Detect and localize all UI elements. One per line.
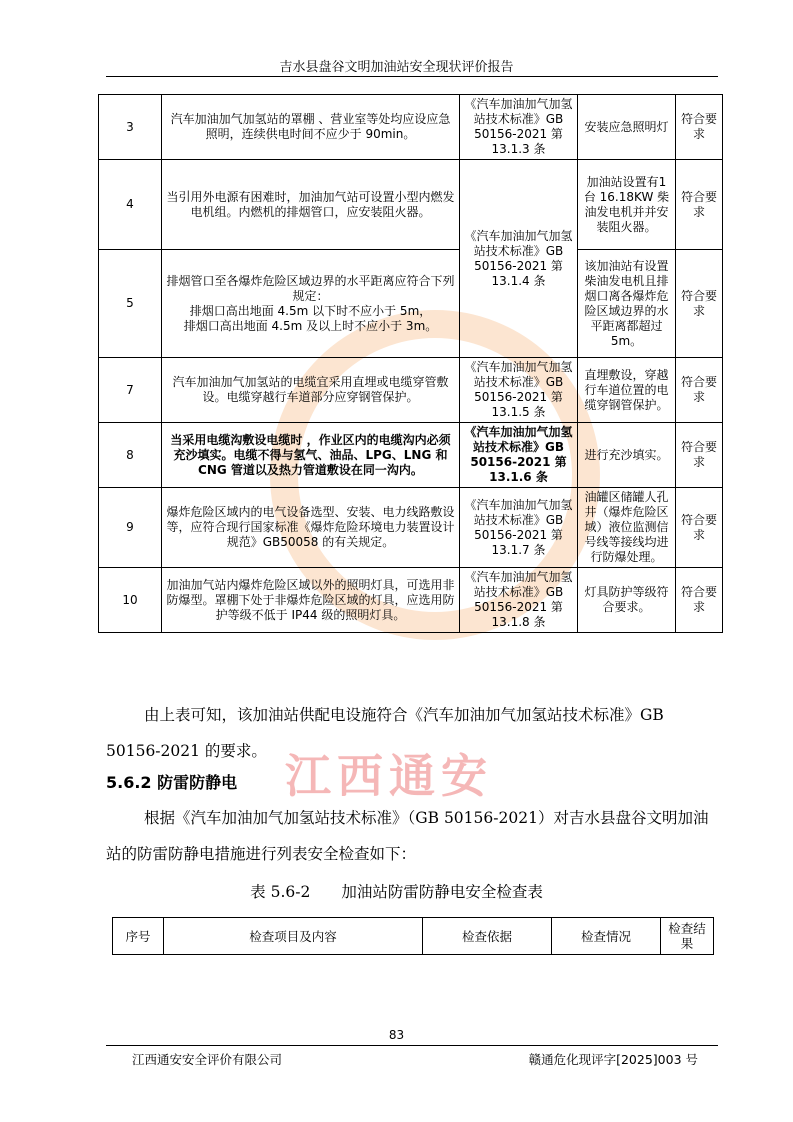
intro-paragraph: 根据《汽车加油加气加氢站技术标准》（GB 50156-2021）对吉水县盘谷文明加油站的防雷防静电措施进行列表安全检查如下： [106,809,709,863]
check-item: 爆炸危险区域内的电气设备选型、安装、电力线路敷设等，应符合现行国家标准《爆炸危险环境电力装置设计规范》GB50058 的有关规定。 [162,488,460,568]
check-result: 符合要求 [676,160,723,250]
check-basis: 《汽车加油加气加氢站技术标准》GB 50156-2021 第13.1.5 条 [460,358,578,423]
check-status: 安装应急照明灯 [578,95,676,160]
table-row [99,250,723,358]
row-no: 5 [99,250,162,358]
check-status: 油罐区储罐人孔井（爆炸危险区域）液位监测信号线等接线均进行防爆处理。 [578,488,676,568]
table-row [99,95,723,160]
header-status: 检查情况 [552,918,661,955]
check-result: 符合要求 [676,358,723,423]
row-no: 3 [99,95,162,160]
check-status: 加油站设置有1 台 16.18KW 柴油发电机并并安装阻火器。 [578,160,676,250]
table-row [99,358,723,423]
row-no: 9 [99,488,162,568]
table-caption: 表 5.6-2 加油站防雷防静电安全检查表 [250,883,543,901]
check-basis: 《汽车加油加气加氢站技术标准》GB 50156-2021 第13.1.3 条 [460,95,578,160]
check-item: 排烟管口至各爆炸危险区域边界的水平距离应符合下列规定： 排烟口高出地面 4.5m 以下时不应小于 5m， 排烟口高出地面 4.5m 及以上时不应小于 3m。 [162,250,460,358]
check-item: 汽车加油加气加氢站的电缆宜采用直埋或电缆穿管敷设。电缆穿越行车道部分应穿钢管保护。 [162,358,460,423]
check-basis: 《汽车加油加气加氢站技术标准》GB 50156-2021 第13.1.8 条 [460,568,578,633]
header-divider [106,76,718,77]
row-no: 7 [99,358,162,423]
lightning-check-table [112,917,714,955]
header-basis: 检查依据 [423,918,552,955]
conclusion-paragraph: 由上表可知，该加油站供配电设施符合《汽车加油加气加氢站技术标准》GB 50156-2021 的要求。 [106,706,664,760]
check-basis: 《汽车加油加气加氢站技术标准》GB 50156-2021 第13.1.7 条 [460,488,578,568]
page-number: 83 [388,1028,405,1042]
footer-company: 江西通安安全评价有限公司 [132,1052,283,1067]
table-header-row [113,918,714,955]
header-result: 检查结果 [661,918,714,955]
table-row [99,568,723,633]
row-no: 8 [99,423,162,488]
check-item: 汽车加油加气加氢站的罩棚 、营业室等处均应设应急照明，连续供电时间不应少于 90min。 [162,95,460,160]
header-no: 序号 [113,918,164,955]
watermark-text: 江西通安 [285,749,493,803]
check-result: 符合要求 [676,95,723,160]
table-row [99,160,723,250]
check-status: 灯具防护等级符合要求。 [578,568,676,633]
check-result: 符合要求 [676,568,723,633]
check-result: 符合要求 [676,250,723,358]
section-title: 5.6.2 防雷防静电 [106,773,238,792]
check-status: 该加油站有设置柴油发电机且排烟口离各爆炸危险区域边界的水平距离都超过 5m。 [578,250,676,358]
check-status: 进行充沙填实。 [578,423,676,488]
table-row [99,423,723,488]
page-header-title: 吉水县盘谷文明加油站安全现状评价报告 [279,60,514,75]
table-row [99,488,723,568]
check-item: 当采用电缆沟敷设电缆时 ，作业区内的电缆沟内必须充沙填实。电缆不得与氢气、油品、LPG、LNG 和 CNG 管道以及热力管道敷设在同一沟内。 [162,423,460,488]
row-no: 4 [99,160,162,250]
footer-report-no: 赣通危化现评字[2025]003 号 [528,1052,698,1067]
footer-divider [106,1045,718,1046]
check-status: 直埋敷设，穿越行车道位置的电缆穿钢管保护。 [578,358,676,423]
header-item: 检查项目及内容 [164,918,423,955]
check-item: 加油加气站内爆炸危险区域以外的照明灯具，可选用非防爆型。罩棚下处于非爆炸危险区域的灯具，应选用防护等级不低于 IP44 级的照明灯具。 [162,568,460,633]
check-item: 当引用外电源有困难时，加油加气站可设置小型内燃发电机组。内燃机的排烟管口，应安装阻火器。 [162,160,460,250]
check-basis: 《汽车加油加气加氢站技术标准》GB 50156-2021 第13.1.4 条 [460,160,578,358]
power-supply-check-table [98,94,723,633]
check-basis: 《汽车加油加气加氢站技术标准》GB 50156-2021 第13.1.6 条 [460,423,578,488]
row-no: 10 [99,568,162,633]
check-result: 符合要求 [676,488,723,568]
check-result: 符合要求 [676,423,723,488]
